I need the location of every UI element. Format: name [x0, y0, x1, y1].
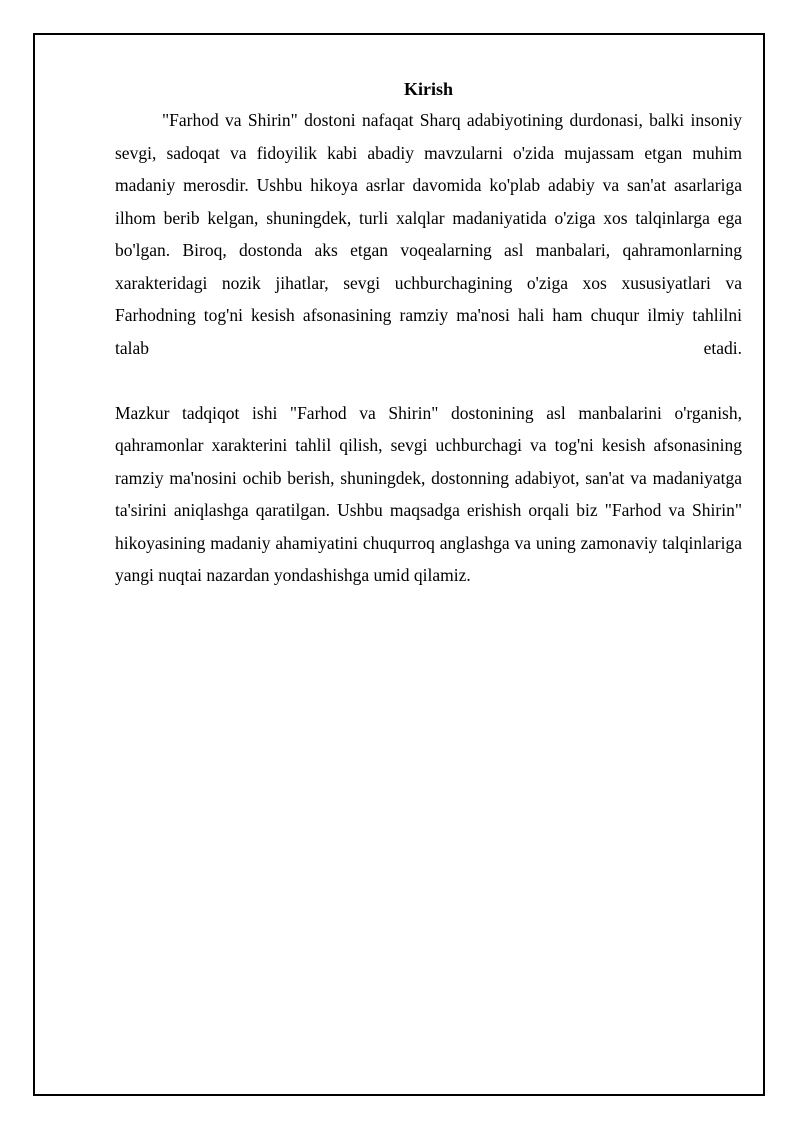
paragraph-spacer: [115, 364, 742, 397]
section-title: Kirish: [403, 79, 453, 99]
document-body: [115, 76, 742, 592]
intro-paragraph-1: "Farhod va Shirin" dostoni nafaqat Sharq adabiyotining durdonasi, balki insoniy sevgi, sadoqat va fidoyilik kabi abadiy mavzularni o'zida mujassam etgan muhim madaniy merosdir. Ushbu hikoya asrlar davomida ko'plab adabiy va san'at asarlariga ilhom berib kelgan, shuningdek, turli xalqlar madaniyatida o'ziga xos talqinlarga ega bo'lgan. Biroq, dostonda aks etgan voqealarning asl manbalari, qahramonlarning xarakteridagi nozik jihatlar, sevgi uchburchagining o'ziga xos xususiyatlari va Farhodning tog'ni kesish afsonasining ramziy ma'nosi hali ham chuqur ilmiy tahlilni talab etadi.: [115, 110, 742, 358]
intro-paragraph-2: Mazkur tadqiqot ishi "Farhod va Shirin" dostonining asl manbalarini o'rganish, qahramonlar xarakterini tahlil qilish, sevgi uchburchagi va tog'ni kesish afsonasining ramziy ma'nosini ochib berish, shuningdek, dostonning adabiyot, san'at va madaniyatga ta'sirini aniqlashga qaratilgan. Ushbu maqsadga erishish orqali biz "Farhod va Shirin" hikoyasining madaniy ahamiyatini chuqurroq anglashga va uning zamonaviy talqinlariga yangi nuqtai nazardan yondashishga umid qilamiz.: [115, 402, 742, 585]
